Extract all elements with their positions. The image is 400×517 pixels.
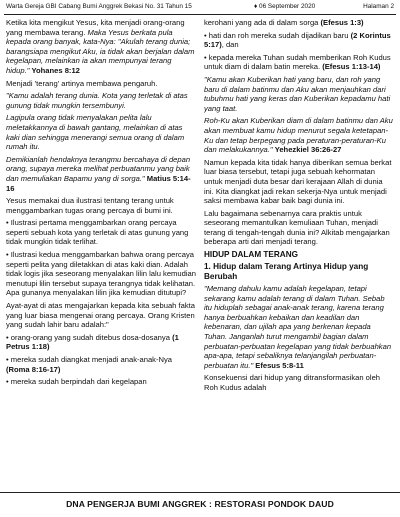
bullet-item: • mereka sudah diangkat menjadi anak-anak-Nya (Roma 8:16-17) bbox=[6, 355, 173, 374]
bullet-item: • orang-orang yang sudah ditebus dosa-dosanya (1 Petrus 1:18) bbox=[6, 332, 179, 352]
verse-reference: Matius 5:14-16 bbox=[6, 173, 191, 193]
section-heading: HIDUP DALAM TERANG bbox=[204, 250, 299, 260]
bullet-item: • Ilustrasi pertama menggambarkan orang percaya seperti sebuah kota yang terletak di atas gunung yang tidak mungkin tidak terlihat. bbox=[6, 218, 189, 247]
paragraph: Yesus memakai dua ilustrasi tentang terang untuk menggambarkan tugas orang percaya di bumi ini. bbox=[6, 196, 174, 215]
bible-quote-block: Roh-Ku akan Kuberikan diam di dalam batinmu dan Aku akan membuat kamu hidup menurut segala ketetapan-Ku dan tetap berpegang pada peraturan-peraturan-Ku dan melakukannya." Yehezkiel 36:26-27 bbox=[204, 116, 393, 155]
page-footer: DNA PENGERJA BUMI ANGGREK : RESTORASI PONDOK DAUD bbox=[0, 492, 400, 517]
verse-reference: Yehezkiel 36:26-27 bbox=[274, 145, 342, 155]
right-column bbox=[204, 18, 394, 482]
paragraph: Ayat-ayat di atas mengajarkan kepada kita sebuah fakta yang luar biasa mengenai orang percaya. Orang Kristen yang sudah lahir baru adalah:" bbox=[6, 301, 195, 330]
bible-quote: Maka Yesus berkata pula kepada orang banyak, kata-Nya: "Akulah terang dunia; barangsiapa mengikut Aku, ia tidak akan berjalan dalam kegelapan, melainkan ia akan mempunyai terang hidup." bbox=[6, 27, 195, 75]
verse-reference: (1 Petrus 1:18) bbox=[6, 332, 179, 352]
publication-title: Warta Gereja GBI Cabang Bumi Anggrek Bekasi No. 31 Tahun 15 bbox=[6, 3, 192, 10]
paragraph: Namun kepada kita tidak hanya diberikan semua berkat luar biasa tersebut, tetapi juga sebuah kehormatan untuk menjadi duta besar dari kerajaan Allah di dunia ini. Kita diangkat jadi rekan sekerja-Nya untuk menjadi saksi membawa kabar baik bagi dunia ini. bbox=[204, 157, 392, 206]
verse-reference: Yohanes 8:12 bbox=[31, 65, 80, 75]
verse-reference: (2 Korintus 5:17) bbox=[204, 30, 391, 50]
verse-reference: (Efesus 1:13-14) bbox=[322, 62, 381, 72]
paragraph: Lalu bagaimana sebenarnya cara praktis untuk seseorang memantulkan kemuliaan Tuhan, menjadi terang di tengah-tengah dunia ini? Alkitab mengajarkan beberapa arti dari menjadi terang. bbox=[204, 208, 390, 247]
subsection-heading: 1. Hidup dalam Terang Artinya Hidup yang Berubah bbox=[204, 262, 369, 282]
paragraph: Konsekuensi dari hidup yang ditransformasikan oleh Roh Kudus adalah bbox=[204, 373, 381, 392]
verse-reference: Efesus 5:8-11 bbox=[255, 360, 304, 370]
bullet-item: • mereka sudah berpindah dari kegelapan bbox=[6, 377, 147, 387]
verse-reference: (Efesus 1:3) bbox=[320, 18, 364, 27]
paragraph: kerohani yang ada di dalam sorga (Efesus 1:3) bbox=[204, 18, 364, 27]
bible-quote: "Kamu akan Kuberikan hati yang baru, dan roh yang baru di dalam batinmu dan Aku akan menjauhkan dari tubuhmu hati yang keras dan Kuberikan kepadamu hati yang taat. bbox=[204, 74, 391, 113]
issue-date: ♦ 06 September 2020 bbox=[254, 3, 316, 10]
page-header bbox=[4, 0, 396, 15]
bullet-item: • kepada mereka Tuhan sudah memberikan Roh Kudus untuk diam di dalam batin mereka. (Efesus 1:13-14) bbox=[204, 52, 391, 72]
bullet-item: • Ilustrasi kedua menggambarkan bahwa orang percaya seperti pelita yang diletakkan di atas kaki dian. Adalah tidak logis jika seseorang menyalakan lilin lalu kemudian menutupi lilin tersebut supaya terangnya tidak kelihatan. Apa gunanya menyalakan lilin jika kemudian ditutupi? bbox=[6, 250, 196, 298]
paragraph: Ketika kita mengikut Yesus, kita menjadi orang-orang yang membawa terang. Maka Yesus berkata pula kepada orang banyak, kata-Nya: "Akulah terang dunia; barangsiapa mengikut Aku, ia tidak akan berjalan dalam kegelapan, melainkan ia akan mempunyai terang hidup." Yohanes 8:12 bbox=[6, 18, 195, 75]
bible-quote: "Kamu adalah terang dunia. Kota yang terletak di atas gunung tidak mungkin tersembunyi. bbox=[6, 91, 188, 110]
paragraph: Menjadi 'terang' artinya membawa pengaruh. bbox=[6, 78, 158, 88]
bible-quote: Lagipula orang tidak menyalakan pelita lalu meletakkannya di bawah gantang, melainkan di atas kaki dian sehingga menerangi semua orang di dalam rumah itu. bbox=[6, 113, 185, 152]
verse-reference: (Roma 8:16-17) bbox=[6, 364, 61, 374]
page-number: Halaman 2 bbox=[363, 3, 394, 10]
bible-quote-block: "Memang dahulu kamu adalah kegelapan, tetapi sekarang kamu adalah terang di dalam Tuhan. Sebab itu hiduplah sebagai anak-anak terang, karena terang hanya berbuahkan kebaikan dan keadilan dan kebenaran, dan ujilah apa yang berkenan kepada Tuhan. Janganlah turut mengambil bagian dalam perbuatan-perbuatan kegelapan yang tidak berbuahkan apa-apa, tetapi sebaliknya telanjangilah perbuatan-perbuatan itu." Efesus 5:8-11 bbox=[204, 284, 392, 370]
bible-quote-block: Demikianlah hendaknya terangmu bercahaya di depan orang, supaya mereka melihat perbuatanmu yang baik dan memuliakan Bapamu yang di sorga." Matius 5:14-16 bbox=[6, 154, 191, 193]
left-column bbox=[6, 18, 196, 482]
bullet-item: • hati dan roh mereka sudah dijadikan baru (2 Korintus 5:17), dan bbox=[204, 30, 391, 50]
